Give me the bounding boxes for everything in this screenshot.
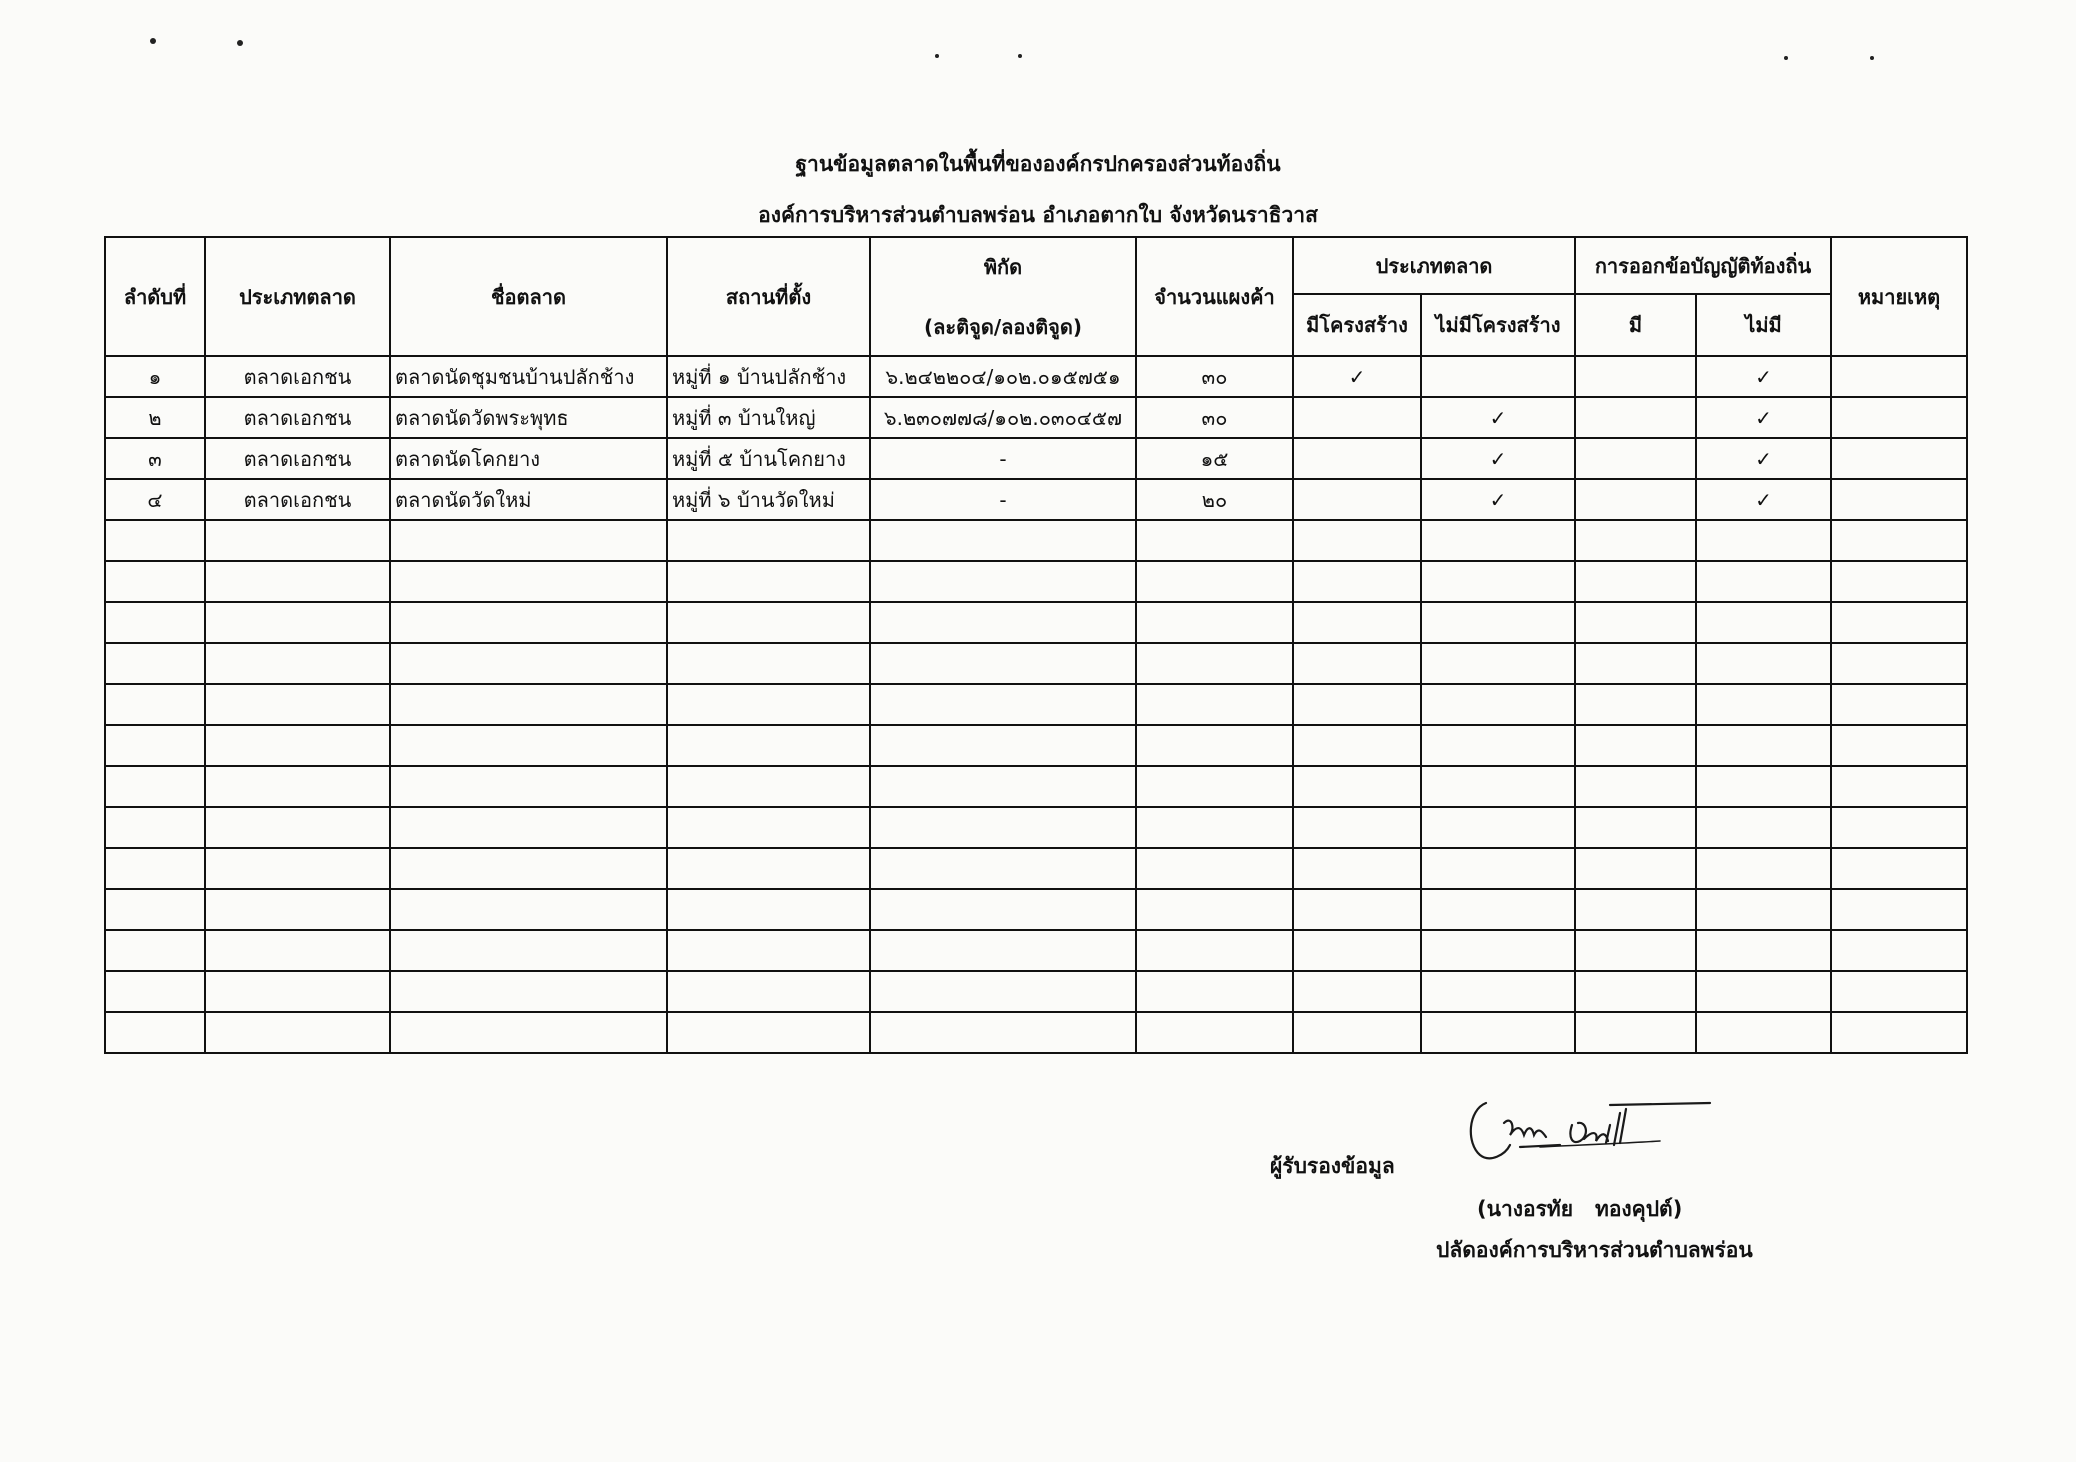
cell-name: ตลาดนัดวัดพระพุทธ xyxy=(390,397,667,438)
cell-name: ตลาดนัดชุมชนบ้านปลักช้าง xyxy=(390,356,667,397)
empty-cell xyxy=(667,766,870,807)
empty-cell xyxy=(1696,725,1831,766)
empty-cell xyxy=(1575,684,1696,725)
cell-no: ๒ xyxy=(105,397,205,438)
empty-cell xyxy=(105,725,205,766)
market-table xyxy=(104,236,1968,1054)
empty-cell xyxy=(1696,520,1831,561)
empty-cell xyxy=(1293,520,1421,561)
cell-type: ตลาดเอกชน xyxy=(205,438,390,479)
header-has-structure: มีโครงสร้าง xyxy=(1293,294,1421,356)
cell-stalls: ๒๐ xyxy=(1136,479,1293,520)
header-bylaw-group: การออกข้อบัญญัติท้องถิ่น xyxy=(1575,237,1831,294)
cell-remarks xyxy=(1831,438,1967,479)
cell-has-structure xyxy=(1293,397,1421,438)
cell-bylaw-yes xyxy=(1575,356,1696,397)
cell-stalls: ๑๕ xyxy=(1136,438,1293,479)
document-title: ฐานข้อมูลตลาดในพื้นที่ขององค์กรปกครองส่วนท้องถิ่น xyxy=(795,152,1281,176)
empty-table-row xyxy=(105,889,1967,930)
empty-cell xyxy=(105,848,205,889)
empty-cell xyxy=(1575,889,1696,930)
empty-cell xyxy=(1831,602,1967,643)
empty-cell xyxy=(1831,766,1967,807)
empty-cell xyxy=(1421,561,1575,602)
empty-cell xyxy=(667,643,870,684)
empty-cell xyxy=(1293,725,1421,766)
cell-location: หมู่ที่ ๖ บ้านวัดใหม่ xyxy=(667,479,870,520)
cell-has-structure xyxy=(1293,479,1421,520)
empty-cell xyxy=(1831,520,1967,561)
empty-cell xyxy=(1831,930,1967,971)
cell-no-structure: ✓ xyxy=(1421,438,1575,479)
empty-cell xyxy=(205,561,390,602)
empty-cell xyxy=(667,889,870,930)
empty-cell xyxy=(1136,766,1293,807)
empty-cell xyxy=(1293,930,1421,971)
scan-speck xyxy=(1784,56,1788,60)
empty-cell xyxy=(870,684,1136,725)
empty-cell xyxy=(205,684,390,725)
empty-cell xyxy=(1421,889,1575,930)
empty-cell xyxy=(390,643,667,684)
empty-cell xyxy=(205,602,390,643)
cell-no-structure: ✓ xyxy=(1421,479,1575,520)
empty-cell xyxy=(1696,848,1831,889)
empty-cell xyxy=(870,971,1136,1012)
cell-coords: ๖.๒๔๒๒๐๔/๑๐๒.๐๑๕๗๕๑ xyxy=(870,356,1136,397)
empty-table-row xyxy=(105,971,1967,1012)
cell-remarks xyxy=(1831,356,1967,397)
empty-cell xyxy=(1136,971,1293,1012)
cell-coords: - xyxy=(870,438,1136,479)
empty-cell xyxy=(105,602,205,643)
empty-cell xyxy=(205,520,390,561)
header-location: สถานที่ตั้ง xyxy=(667,237,870,356)
empty-cell xyxy=(1136,725,1293,766)
empty-cell xyxy=(870,725,1136,766)
header-structure-group: ประเภทตลาด xyxy=(1293,237,1575,294)
empty-cell xyxy=(667,725,870,766)
empty-cell xyxy=(1421,643,1575,684)
empty-table-row xyxy=(105,684,1967,725)
empty-cell xyxy=(870,889,1136,930)
empty-cell xyxy=(667,602,870,643)
cell-stalls: ๓๐ xyxy=(1136,397,1293,438)
cell-bylaw-yes xyxy=(1575,397,1696,438)
empty-cell xyxy=(1136,684,1293,725)
empty-cell xyxy=(390,848,667,889)
empty-cell xyxy=(1293,643,1421,684)
empty-cell xyxy=(1831,684,1967,725)
empty-cell xyxy=(1696,643,1831,684)
table-row xyxy=(105,479,1967,520)
empty-cell xyxy=(1293,889,1421,930)
document-subtitle: องค์การบริหารส่วนตำบลพร่อน อำเภอตากใบ จังหวัดนราธิวาส xyxy=(758,203,1318,227)
empty-cell xyxy=(1831,561,1967,602)
empty-cell xyxy=(1293,602,1421,643)
empty-cell xyxy=(1421,520,1575,561)
empty-cell xyxy=(1136,520,1293,561)
empty-cell xyxy=(1696,1012,1831,1053)
empty-table-row xyxy=(105,848,1967,889)
empty-cell xyxy=(1696,807,1831,848)
empty-cell xyxy=(205,930,390,971)
table-row xyxy=(105,356,1967,397)
empty-cell xyxy=(870,807,1136,848)
empty-cell xyxy=(1136,561,1293,602)
empty-cell xyxy=(667,848,870,889)
empty-cell xyxy=(105,807,205,848)
empty-cell xyxy=(1575,561,1696,602)
empty-cell xyxy=(205,725,390,766)
cell-bylaw-no: ✓ xyxy=(1696,438,1831,479)
empty-cell xyxy=(667,561,870,602)
header-bylaw-no: ไม่มี xyxy=(1696,294,1831,356)
empty-cell xyxy=(1575,807,1696,848)
empty-cell xyxy=(105,643,205,684)
empty-cell xyxy=(390,930,667,971)
empty-cell xyxy=(1421,807,1575,848)
table-row xyxy=(105,438,1967,479)
scan-speck xyxy=(1018,54,1022,58)
empty-cell xyxy=(205,971,390,1012)
certifier-position: ปลัดองค์การบริหารส่วนตำบลพร่อน xyxy=(1436,1238,1753,1262)
header-remarks: หมายเหตุ xyxy=(1831,237,1967,356)
empty-cell xyxy=(1696,889,1831,930)
empty-cell xyxy=(105,684,205,725)
empty-cell xyxy=(390,561,667,602)
header-coordinates xyxy=(870,237,1136,356)
certifier-name: (นางอรทัย ทองคุปต์) xyxy=(1477,1197,1683,1221)
empty-cell xyxy=(390,889,667,930)
header-row-1 xyxy=(105,237,1967,294)
empty-cell xyxy=(667,930,870,971)
empty-cell xyxy=(1293,766,1421,807)
cell-no: ๑ xyxy=(105,356,205,397)
empty-table-row xyxy=(105,766,1967,807)
empty-rows xyxy=(105,520,1967,1053)
empty-cell xyxy=(1421,1012,1575,1053)
header-market-name: ชื่อตลาด xyxy=(390,237,667,356)
empty-cell xyxy=(1293,848,1421,889)
cell-location: หมู่ที่ ๓ บ้านใหญ่ xyxy=(667,397,870,438)
empty-cell xyxy=(205,766,390,807)
empty-cell xyxy=(105,520,205,561)
empty-cell xyxy=(1293,971,1421,1012)
empty-cell xyxy=(1421,848,1575,889)
empty-cell xyxy=(1696,971,1831,1012)
empty-cell xyxy=(1136,930,1293,971)
empty-cell xyxy=(1575,971,1696,1012)
empty-cell xyxy=(105,889,205,930)
scan-speck xyxy=(237,40,243,46)
cell-remarks xyxy=(1831,397,1967,438)
empty-cell xyxy=(1136,643,1293,684)
empty-cell xyxy=(1293,561,1421,602)
cell-name: ตลาดนัดโคกยาง xyxy=(390,438,667,479)
header-coordinates-line1: พิกัด xyxy=(983,254,1023,279)
cell-name: ตลาดนัดวัดใหม่ xyxy=(390,479,667,520)
cell-no-structure: ✓ xyxy=(1421,397,1575,438)
empty-cell xyxy=(1696,930,1831,971)
cell-coords: - xyxy=(870,479,1136,520)
cell-type: ตลาดเอกชน xyxy=(205,479,390,520)
empty-cell xyxy=(1831,1012,1967,1053)
empty-cell xyxy=(1293,1012,1421,1053)
header-market-type: ประเภทตลาด xyxy=(205,237,390,356)
empty-cell xyxy=(667,1012,870,1053)
empty-cell xyxy=(1831,643,1967,684)
empty-cell xyxy=(1696,561,1831,602)
empty-cell xyxy=(205,848,390,889)
empty-cell xyxy=(870,848,1136,889)
empty-cell xyxy=(205,807,390,848)
cell-no: ๓ xyxy=(105,438,205,479)
empty-table-row xyxy=(105,561,1967,602)
empty-table-row xyxy=(105,643,1967,684)
empty-cell xyxy=(390,807,667,848)
empty-cell xyxy=(390,1012,667,1053)
empty-cell xyxy=(1136,807,1293,848)
empty-cell xyxy=(870,930,1136,971)
scan-speck xyxy=(150,38,156,44)
empty-cell xyxy=(1421,684,1575,725)
empty-cell xyxy=(1575,643,1696,684)
table-row xyxy=(105,397,1967,438)
empty-cell xyxy=(1831,971,1967,1012)
header-no-structure: ไม่มีโครงสร้าง xyxy=(1421,294,1575,356)
empty-cell xyxy=(105,930,205,971)
empty-cell xyxy=(1696,684,1831,725)
empty-cell xyxy=(667,684,870,725)
empty-cell xyxy=(870,1012,1136,1053)
empty-cell xyxy=(1421,971,1575,1012)
empty-table-row xyxy=(105,1012,1967,1053)
empty-cell xyxy=(667,520,870,561)
cell-no-structure xyxy=(1421,356,1575,397)
empty-cell xyxy=(1421,725,1575,766)
empty-cell xyxy=(1575,725,1696,766)
empty-cell xyxy=(1575,1012,1696,1053)
empty-cell xyxy=(390,520,667,561)
empty-cell xyxy=(205,1012,390,1053)
cell-coords: ๖.๒๓๐๗๗๘/๑๐๒.๐๓๐๔๕๗ xyxy=(870,397,1136,438)
empty-table-row xyxy=(105,725,1967,766)
empty-cell xyxy=(1293,807,1421,848)
empty-cell xyxy=(205,889,390,930)
empty-cell xyxy=(1575,930,1696,971)
empty-cell xyxy=(1696,602,1831,643)
empty-cell xyxy=(1831,848,1967,889)
empty-cell xyxy=(1831,889,1967,930)
cell-stalls: ๓๐ xyxy=(1136,356,1293,397)
cell-bylaw-yes xyxy=(1575,438,1696,479)
empty-cell xyxy=(1136,889,1293,930)
empty-cell xyxy=(1136,848,1293,889)
empty-cell xyxy=(1421,766,1575,807)
empty-cell xyxy=(390,971,667,1012)
signature-image xyxy=(1460,1085,1720,1185)
empty-cell xyxy=(870,520,1136,561)
empty-cell xyxy=(1421,602,1575,643)
cell-has-structure xyxy=(1293,438,1421,479)
empty-cell xyxy=(1575,766,1696,807)
certifier-label: ผู้รับรองข้อมูล xyxy=(1270,1154,1395,1178)
empty-cell xyxy=(1575,848,1696,889)
empty-cell xyxy=(105,766,205,807)
header-stalls: จำนวนแผงค้า xyxy=(1136,237,1293,356)
empty-cell xyxy=(1575,602,1696,643)
header-coordinates-line2: (ละติจูด/ลองติจูด) xyxy=(923,314,1082,339)
empty-cell xyxy=(390,766,667,807)
empty-cell xyxy=(870,766,1136,807)
cell-bylaw-no: ✓ xyxy=(1696,479,1831,520)
empty-cell xyxy=(1696,766,1831,807)
header-bylaw-yes: มี xyxy=(1575,294,1696,356)
cell-bylaw-no: ✓ xyxy=(1696,356,1831,397)
cell-location: หมู่ที่ ๕ บ้านโคกยาง xyxy=(667,438,870,479)
empty-table-row xyxy=(105,807,1967,848)
empty-cell xyxy=(105,971,205,1012)
empty-cell xyxy=(1831,725,1967,766)
empty-cell xyxy=(1421,930,1575,971)
empty-table-row xyxy=(105,930,1967,971)
empty-cell xyxy=(105,561,205,602)
scan-speck xyxy=(935,54,939,58)
empty-cell xyxy=(667,807,870,848)
empty-cell xyxy=(205,643,390,684)
empty-cell xyxy=(390,602,667,643)
empty-table-row xyxy=(105,602,1967,643)
empty-cell xyxy=(870,643,1136,684)
cell-has-structure: ✓ xyxy=(1293,356,1421,397)
cell-type: ตลาดเอกชน xyxy=(205,397,390,438)
empty-cell xyxy=(870,602,1136,643)
empty-cell xyxy=(1831,807,1967,848)
cell-type: ตลาดเอกชน xyxy=(205,356,390,397)
cell-bylaw-yes xyxy=(1575,479,1696,520)
empty-cell xyxy=(105,1012,205,1053)
empty-cell xyxy=(1136,1012,1293,1053)
empty-cell xyxy=(1136,602,1293,643)
empty-cell xyxy=(390,684,667,725)
empty-cell xyxy=(390,725,667,766)
empty-cell xyxy=(1575,520,1696,561)
cell-bylaw-no: ✓ xyxy=(1696,397,1831,438)
empty-cell xyxy=(870,561,1136,602)
cell-remarks xyxy=(1831,479,1967,520)
scan-speck xyxy=(1870,56,1874,60)
empty-cell xyxy=(1293,684,1421,725)
empty-cell xyxy=(667,971,870,1012)
empty-table-row xyxy=(105,520,1967,561)
cell-location: หมู่ที่ ๑ บ้านปลักช้าง xyxy=(667,356,870,397)
header-no: ลำดับที่ xyxy=(105,237,205,356)
cell-no: ๔ xyxy=(105,479,205,520)
